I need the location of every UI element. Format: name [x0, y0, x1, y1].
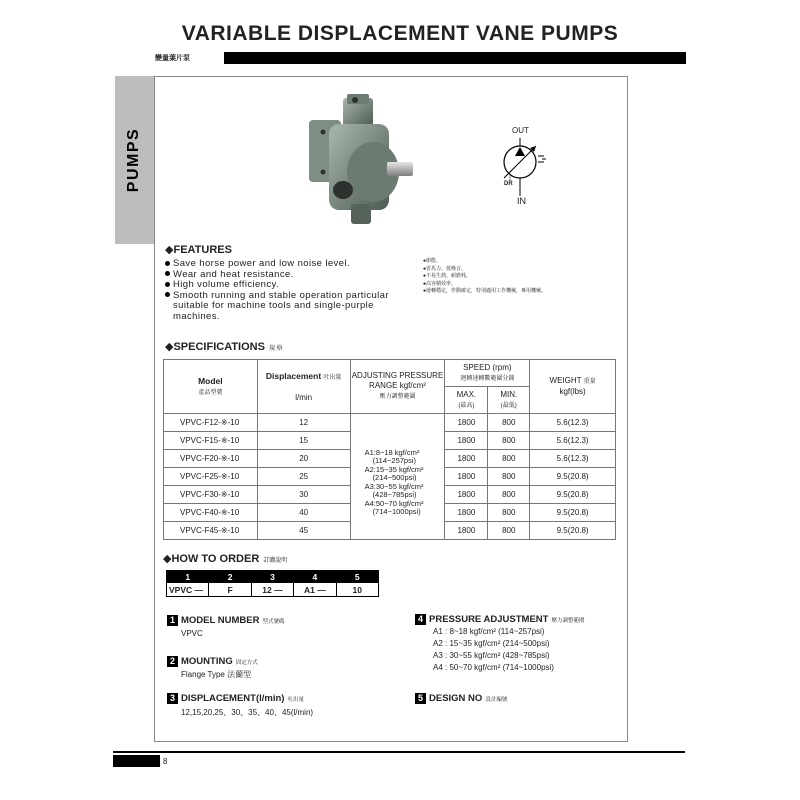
list-item: ●省馬力、低噪音。: [423, 265, 467, 272]
table-row: VPVC-F15-※-10 15 1800 800 5.6(12.3): [164, 432, 616, 450]
pressure-range-cell: A1:8~18 kgf/cm² (114~257psi) A2:15~35 kgf/cm² (214~500psi) A3:30~55 kgf/cm² (428~785psi) A4:50~70 kgf/cm² (714~1000psi): [350, 414, 445, 540]
features-list-zh: [423, 258, 623, 296]
page-subtitle: 變量葉片泵: [155, 55, 190, 62]
order-code-numbers: 1 2 3 4 5: [167, 571, 379, 583]
col-header-speed: SPEED (rpm) 迴轉速轉數範圍分鐘: [445, 360, 530, 387]
diamond-icon: ◆: [163, 553, 172, 565]
list-item: suitable for machine tools and single-purple: [173, 300, 374, 311]
table-row: VPVC-F30-※-10 30 1800 800 9.5(20.8): [164, 486, 616, 504]
specs-heading: ◆SPECIFICATIONS 規 格: [165, 341, 283, 353]
table-row: VPVC-F45-※-10 45 1800 800 9.5(20.8): [164, 522, 616, 540]
order-item-design-no: 5 DESIGN NO 設計編號: [415, 693, 507, 704]
hydraulic-symbol: [498, 126, 558, 206]
list-item: machines.: [173, 310, 220, 322]
features-heading: ◆FEATURES: [165, 244, 232, 256]
footer-line: [113, 751, 685, 753]
list-item: Wear and heat resistance.: [165, 270, 405, 281]
features-list-en: [165, 259, 405, 322]
col-header-min: MIN. (最低): [488, 387, 530, 414]
col-header-weight: WEIGHT 重量 kgf(lbs): [530, 360, 616, 414]
col-header-pressure: ADJUSTING PRESSURE RANGE kgf/cm² 壓力調整範圍: [350, 360, 445, 414]
table-row: VPVC-F20-※-10 20 1800 800 5.6(12.3): [164, 450, 616, 468]
specs-table: [163, 359, 616, 540]
order-heading: ◆HOW TO ORDER 訂購說明: [163, 553, 288, 565]
pump-image: [303, 92, 415, 230]
list-item: Save horse power and low noise level.: [165, 259, 405, 270]
order-code-table: [166, 570, 379, 597]
list-item: ●高容積效率。: [423, 280, 457, 287]
order-item-pressure-adjustment: 4 PRESSURE ADJUSTMENT 壓力調整範圍 A1 : 8~18 kgf/cm² (114~257psi) A2 : 15~35 kgf/cm² (214~500psi) A3 : 30~55 kgf/cm² (428~785psi) A4 : 50~70 kgf/cm² (714~1000psi): [415, 614, 585, 674]
diamond-icon: ◆: [165, 341, 174, 353]
list-item: ●運轉穩定，作動確定，特別適用工作機械，專用機械。: [423, 288, 547, 294]
side-tab-label-wrap: [115, 76, 154, 244]
symbol-dr-label: DR: [504, 181, 513, 187]
table-row: VPVC-F12-※-10 12 A1:8~18 kgf/cm² (114~257psi) A2:15~35 kgf/cm² (214~500psi) A3:30~55 kgf/cm² (428~785psi) A4:50~70 kgf/cm² (714~1000psi) 1800 800 5.6(12.3): [164, 414, 616, 432]
order-item-mounting: 2 MOUNTING 固定方式 Flange Type 法蘭型: [167, 656, 258, 680]
col-header-displacement: Displacement 吐出量 l/min: [257, 360, 350, 414]
list-item: ●節能。: [423, 258, 442, 264]
col-header-max: MAX. (最高): [445, 387, 488, 414]
diamond-icon: ◆: [165, 244, 174, 256]
table-header-row: [164, 360, 616, 387]
side-tab-label: PUMPS: [125, 127, 143, 193]
list-item: Smooth running and stable operation particular: [165, 291, 405, 302]
page-title: VARIABLE DISPLACEMENT VANE PUMPS: [181, 22, 619, 45]
order-code-values: VPVC — F 12 — A1 — 10: [167, 583, 379, 597]
symbol-out-label: OUT: [512, 126, 529, 135]
order-item-model-number: 1 MODEL NUMBER 型式號碼 VPVC: [167, 615, 284, 639]
page-number: 8: [163, 757, 168, 766]
symbol-in-label: IN: [517, 196, 526, 206]
table-row: VPVC-F40-※-10 40 1800 800 9.5(20.8): [164, 504, 616, 522]
list-item: ●不易生熱、耐磨耗。: [423, 273, 472, 279]
list-item: High volume efficiency.: [165, 280, 405, 291]
order-item-displacement: 3 DISPLACEMENT(l/min) 吐出量 12,15,20,25、30、35、40、45(l/min): [167, 693, 313, 718]
footer-bar: [113, 755, 160, 767]
table-row: VPVC-F25-※-10 25 1800 800 9.5(20.8): [164, 468, 616, 486]
col-header-model: Model 產品型號: [164, 360, 258, 414]
